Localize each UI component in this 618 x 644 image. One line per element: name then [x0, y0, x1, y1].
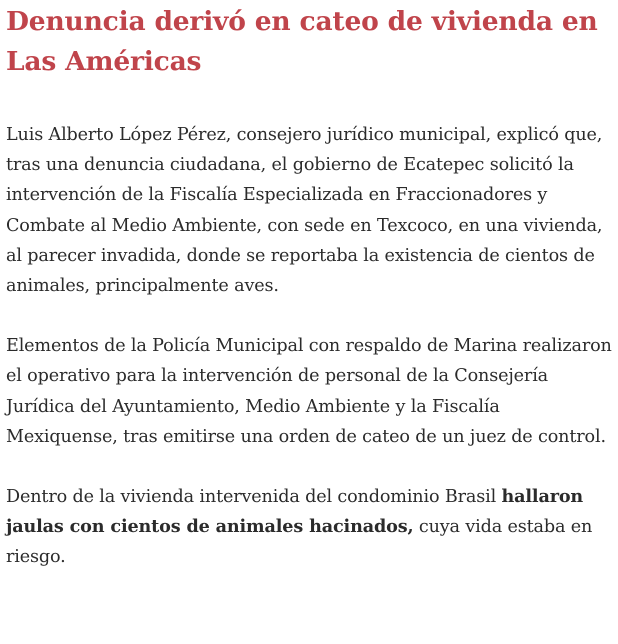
paragraph-3-bold-highlight: hallaron jaulas con cientos de animales hacinados,: [6, 486, 584, 538]
paragraph-3-lead: Dentro de la vivienda intervenida del condominio Brasil: [6, 487, 502, 508]
article-paragraph-2: Elementos de la Policía Municipal con respaldo de Marina realizaron el operativo para la intervención de personal de la Consejería Jurídica del Ayuntamiento, Medio Ambiente y la Fiscalía Mexiquense, tras emitirse una orden de cateo de un juez de control.: [6, 336, 612, 447]
article-paragraph-3: [6, 482, 612, 573]
article-headline: Denuncia derivó en cateo de vivienda en Las Américas: [6, 6, 598, 77]
paragraph-3-tail: cuya vida estaba en riesgo.: [6, 517, 593, 568]
article-paragraph-1: Luis Alberto López Pérez, consejero jurídico municipal, explicó que, tras una denuncia ciudadana, el gobierno de Ecatepec solicitó la intervención de la Fiscalía Especializada en Fraccionadores y Combate al Medio Ambiente, con sede en Texcoco, en una vivienda, al parecer invadida, donde se reportaba la existencia de cientos de animales, principalmente aves.: [6, 125, 603, 297]
